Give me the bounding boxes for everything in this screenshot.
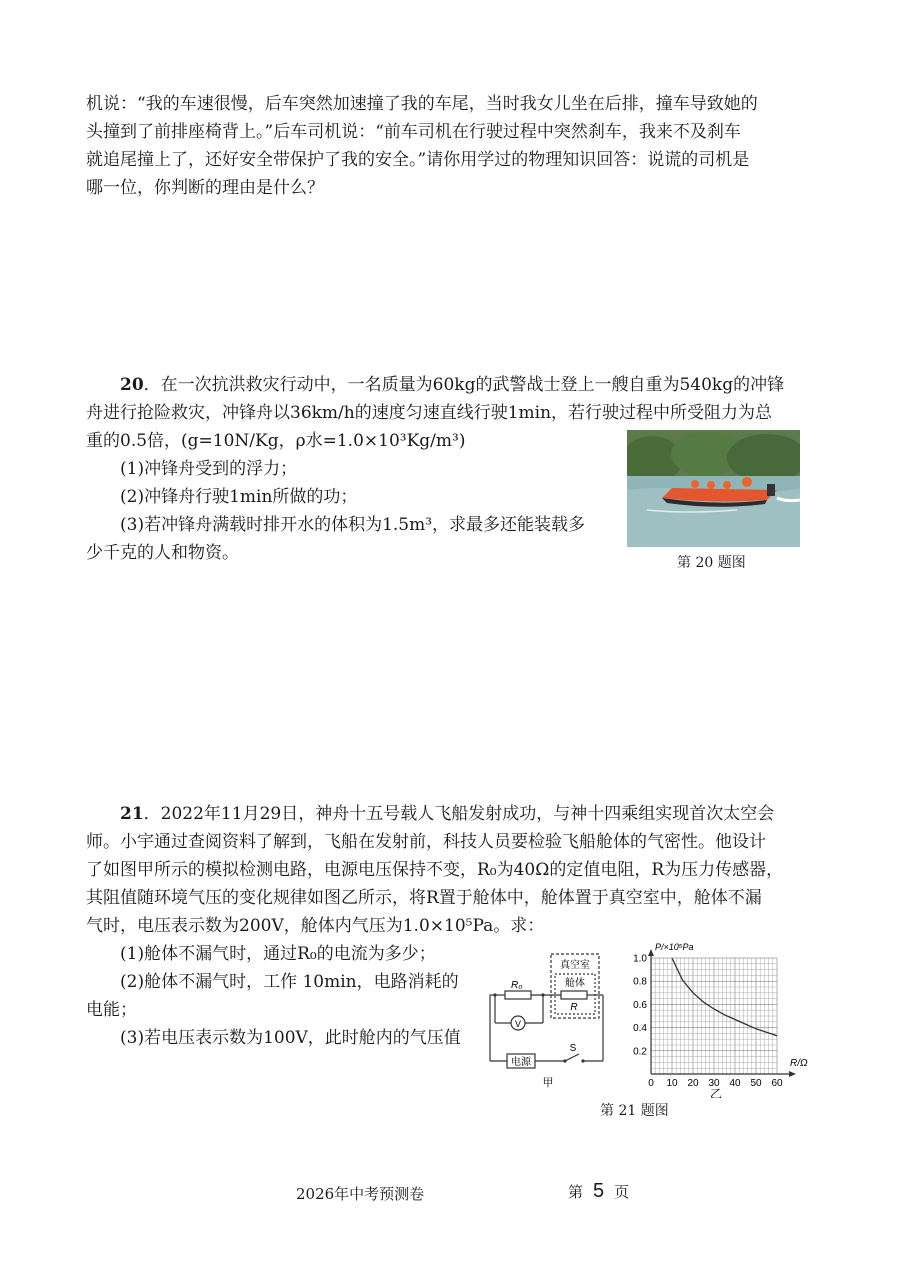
- footer-exam-title: 2026年中考预测卷: [296, 1185, 425, 1203]
- q20-figure-caption: 第 20 题图: [677, 555, 746, 571]
- q21-number: 21: [120, 804, 144, 824]
- q20-intro-line-1: 20．在一次抗洪救灾行动中，一名质量为60kg的武警战士登上一艘自重为540kg的冲锋: [120, 375, 785, 395]
- switch-label: S: [569, 1043, 577, 1054]
- q20-sub-2: (2)冲锋舟行驶1min所做的功；: [120, 487, 358, 507]
- chart-caption: 乙: [709, 1087, 723, 1098]
- q21-figure-caption: 第 21 题图: [600, 1103, 669, 1119]
- q21-intro-line-2: 师。小宇通过查阅资料了解到，飞船在发射前，科技人员要检验飞船舱体的气密性。他设计: [86, 832, 766, 852]
- footer-page-number: 第 5 页: [568, 1180, 630, 1202]
- q20-intro-line-2: 舟进行抢险救灾，冲锋舟以36km/h的速度匀速直线行驶1min，若行驶过程中所受阻力为总: [86, 403, 773, 423]
- r-label: R: [570, 1002, 578, 1013]
- x-tick-label: 10: [666, 1078, 678, 1089]
- q20-sub-1: (1)冲锋舟受到的浮力；: [120, 459, 298, 479]
- q19-line-4: 哪一位，你判断的理由是什么？: [86, 178, 324, 198]
- r0-label: R₀: [511, 980, 523, 991]
- vacuum-label: 真空室: [560, 960, 590, 971]
- y-tick-label: 0.4: [633, 1023, 647, 1035]
- q20-sub-3-line-1: (3)若冲锋舟满载时排开水的体积为1.5m³，求最多还能装载多: [120, 515, 586, 535]
- x-tick-label: 0: [648, 1078, 654, 1089]
- x-tick-label: 20: [687, 1078, 699, 1089]
- x-tick-label: 60: [771, 1078, 783, 1089]
- q21-sub-2-line-2: 电能；: [86, 1000, 137, 1020]
- q21-sub-2-line-1: (2)舱体不漏气时，工作 10min，电路消耗的: [120, 972, 459, 992]
- q20-sub-3-line-2: 少千克的人和物资。: [86, 543, 239, 563]
- q19-line-3: 就追尾撞上了，还好安全带保护了我的安全。”请你用学过的物理知识回答：说谎的司机是: [86, 150, 750, 170]
- x-tick-label: 30: [708, 1078, 720, 1089]
- q19-line-1: 机说：“我的车速很慢，后车突然加速撞了我的车尾，当时我女儿坐在后排，撞车导致她的: [86, 94, 758, 114]
- y-tick-label: 1.0: [633, 953, 647, 965]
- power-source-label: 电源: [511, 1057, 531, 1068]
- pressure-resistance-chart: [622, 938, 822, 1098]
- circuit-caption: 甲: [542, 1077, 554, 1088]
- circuit-diagram: [487, 948, 612, 1088]
- y-axis-label: P/×10⁵Pa: [655, 942, 694, 952]
- y-tick-label: 0.6: [633, 999, 647, 1011]
- q21-intro-line-5: 气时，电压表示数为200V，舱体内气压为1.0×10⁵Pa。求：: [86, 916, 545, 936]
- x-tick-label: 40: [729, 1078, 741, 1089]
- q21-intro-line-3: 了如图甲所示的模拟检测电路，电源电压保持不变，R₀为40Ω的定值电阻，R为压力传感器，: [86, 860, 784, 880]
- cabin-label: 舱体: [565, 978, 585, 989]
- y-tick-label: 0.2: [633, 1046, 647, 1058]
- q21-sub-1: (1)舱体不漏气时，通过R₀的电流为多少；: [120, 944, 436, 964]
- q19-line-2: 头撞到了前排座椅背上。”后车司机说：“前车司机在行驶过程中突然刹车，我来不及刹车: [86, 122, 741, 142]
- voltmeter-label: V: [514, 1019, 522, 1029]
- q20-intro-line-3: 重的0.5倍，(g=10N/Kg，ρ水=1.0×10³Kg/m³): [86, 431, 466, 451]
- q21-sub-3: (3)若电压表示数为100V，此时舱内的气压值: [120, 1028, 461, 1048]
- y-tick-label: 0.8: [633, 976, 647, 988]
- x-tick-label: 50: [750, 1078, 762, 1089]
- q21-intro-line-1: 21．2022年11月29日，神舟十五号载人飞船发射成功，与神十四乘组实现首次太空会: [120, 804, 775, 824]
- q20-number: 20: [120, 375, 144, 395]
- rescue-boat-photo: [627, 430, 800, 547]
- x-axis-label: R/Ω: [790, 1058, 808, 1069]
- q21-intro-line-4: 其阻值随环境气压的变化规律如图乙所示，将R置于舱体中，舱体置于真空室中，舱体不漏: [86, 888, 762, 908]
